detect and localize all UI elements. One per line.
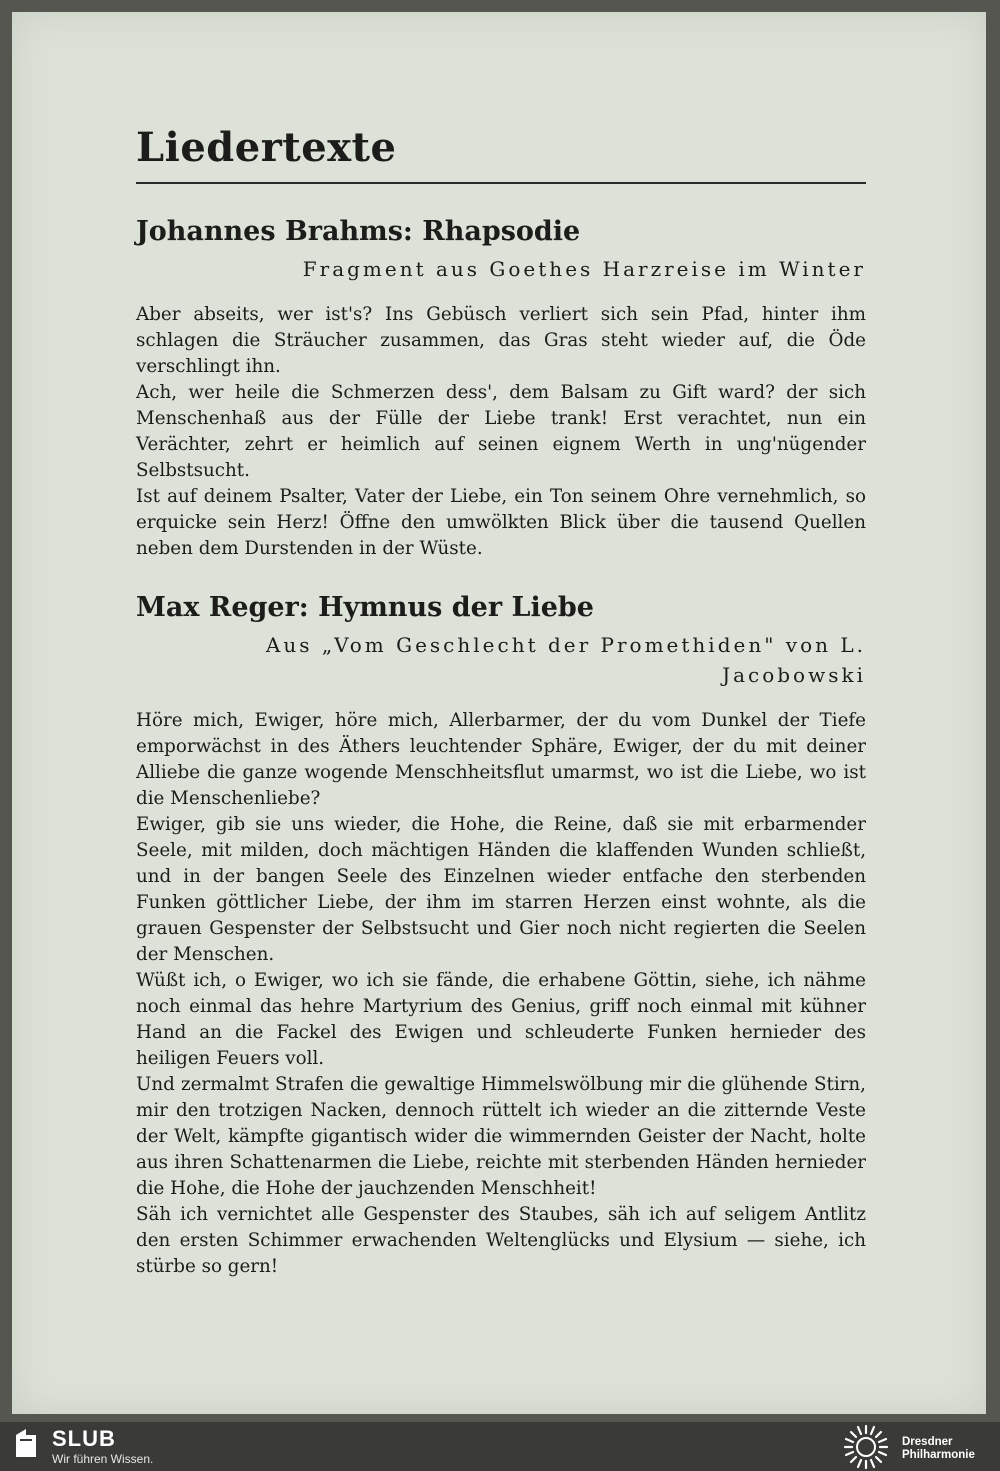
partner-name-line2: Philharmonie	[902, 1449, 975, 1461]
document-page	[12, 12, 986, 1414]
library-name[interactable]: SLUB	[52, 1426, 116, 1451]
song-text	[136, 708, 866, 1280]
library-tagline: Wir führen Wissen.	[52, 1452, 154, 1466]
viewer-footer	[0, 1422, 1000, 1471]
song-title: Johannes Brahms: Rhapsodie	[136, 216, 581, 247]
song-subtitle: Aus „Vom Geschlecht der Promethiden" von L. Jacobowski	[265, 633, 866, 687]
song-subtitle: Fragment aus Goethes Harzreise im Winter	[302, 257, 866, 281]
stanza: Und zermalmt Strafen die gewaltige Himmelswölbung mir die glühende Stirn, mir den trotzigen Nacken, dennoch rüttelt ich wieder an die zitternde Veste der Welt, kämpfte gigantisch wider die wimmernden Geister der Nacht, holte aus ihren Schattenarmen die Liebe, reichte mit sterbenden Händen hernieder die Hohe, die Hohe der jauchzenden Menschheit!	[136, 1074, 866, 1199]
title-divider	[136, 182, 866, 184]
stanza: Ach, wer heile die Schmerzen dess', dem Balsam zu Gift ward? der sich Menschenhaß aus der Fülle der Liebe trank! Erst verachtet, nun ein Verächter, zehrt er heimlich auf seinen eignem Werth in ung'nügender Selbstsucht.	[136, 382, 866, 481]
stanza: Aber abseits, wer ist's? Ins Gebüsch verliert sich sein Pfad, hinter ihm schlagen die Sträucher zusammen, das Gras steht wieder auf, die Öde verschlingt ihn.	[136, 304, 866, 377]
song-text	[136, 302, 866, 562]
stanza: Wüßt ich, o Ewiger, wo ich sie fände, die erhabene Göttin, siehe, ich nähme noch einmal das hehre Martyrium des Genius, griff noch einmal mit kühner Hand an die Fackel des Ewigen und schleuderte Funken hernieder des heiligen Feuers voll.	[136, 970, 866, 1069]
stanza: Ewiger, gib sie uns wieder, die Hohe, die Reine, daß sie mit erbarmender Seele, mit milden, doch mächtigen Händen die klaffenden Wunden schließt, und in der bangen Seele des Einzelnen wieder entfache den sterbenden Funken göttlicher Liebe, der ihm im starren Herzen einst wohnte, als die grauen Gespenster der Selbstsucht und Gier noch nicht regierten die Seelen der Menschen.	[136, 814, 866, 965]
song-brahms	[136, 214, 866, 562]
stanza: Säh ich vernichtet alle Gespenster des Staubes, säh ich auf seligem Antlitz den ersten Schimmer erwachenden Weltenglücks und Elysium — siehe, ich stürbe so gern!	[136, 1204, 866, 1277]
stanza: Höre mich, Ewiger, höre mich, Allerbarmer, der du vom Dunkel der Tiefe emporwächst in des Äthers leuchtender Sphäre, Ewiger, der du mit deiner Alliebe die ganze wogende Menschheitsflut umarmst, wo ist die Liebe, wo ist die Menschenliebe?	[136, 710, 866, 809]
philharmonie-logo-icon[interactable]	[842, 1424, 890, 1470]
stanza: Ist auf deinem Psalter, Vater der Liebe, ein Ton seinem Ohre vernehmlich, so erquicke sein Herz! Öffne den umwölkten Blick über die tausend Quellen neben dem Durstenden in der Wüste.	[136, 486, 866, 559]
partner-name[interactable]	[902, 1436, 975, 1462]
song-reger	[136, 590, 866, 1280]
song-title: Max Reger: Hymnus der Liebe	[136, 592, 594, 623]
slub-logo-icon[interactable]	[14, 1429, 38, 1459]
page-title: Liedertexte	[136, 124, 397, 171]
page-content	[136, 122, 866, 1280]
partner-name-line1: Dresdner	[902, 1436, 953, 1448]
